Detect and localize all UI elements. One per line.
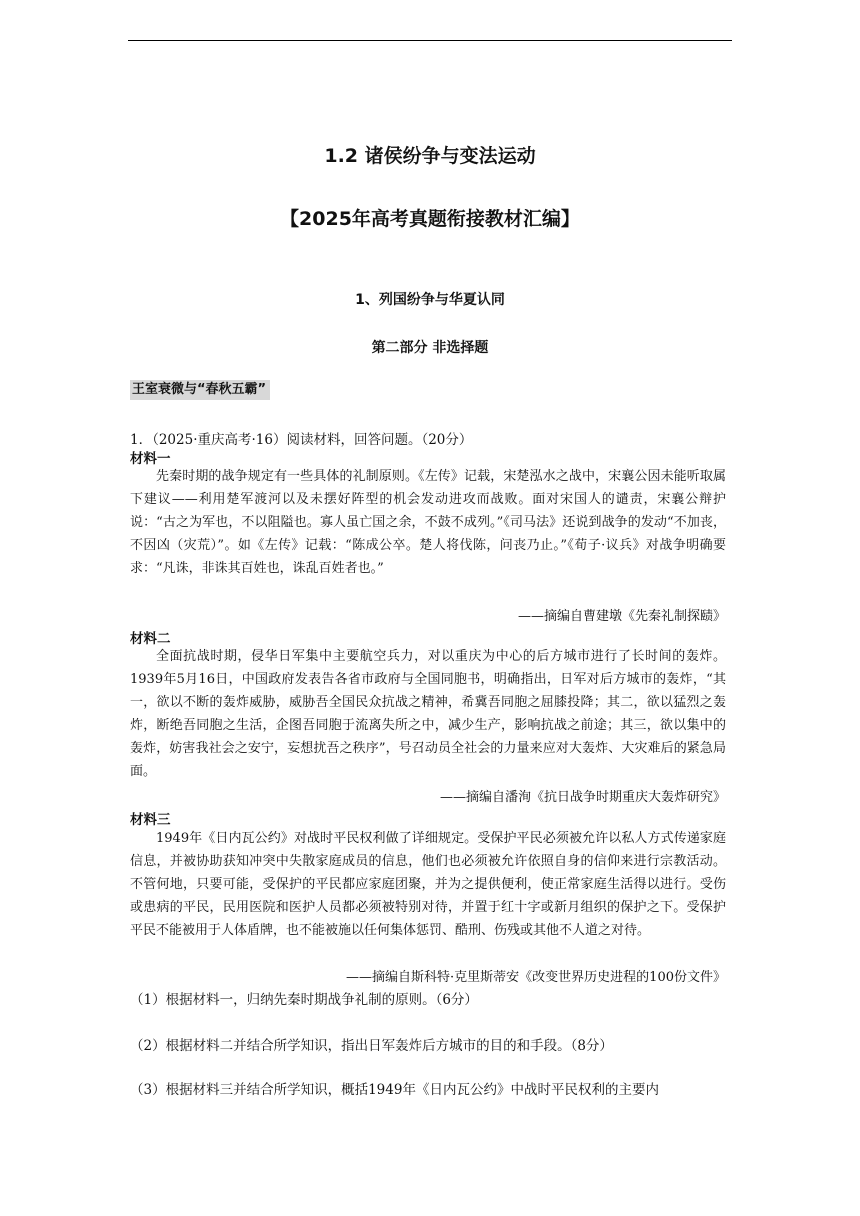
header-rule — [128, 40, 732, 41]
material-1-text: 先秦时期的战争规定有一些具体的礼制原则。《左传》记载，宋楚泓水之战中，宋襄公因未能听取属下建议——利用楚军渡河以及未摆好阵型的机会发动进攻而战败。面对宋国人的谴责，宋襄公辩护说：“古之为军也，不以阻隘也。寡人虽亡国之余，不鼓不成列。”《司马法》还说到战争的发动“不加丧，不因凶（灾荒）”。如《左传》记载：“陈成公卒。楚人将伐陈，问丧乃止。”《荀子·议兵》对战争明确要求：“凡诛，非诛其百姓也，诛乱百姓者也。” — [130, 469, 726, 576]
material-2-source: ——摘编自潘洵《抗日战争时期重庆大轰炸研究》 — [439, 790, 726, 805]
collection-title: 【2025年高考真题衔接教材汇编】 — [280, 208, 580, 230]
material-3-source: ——摘编自斯科特·克里斯蒂安《改变世界历史进程的100份文件》 — [346, 970, 726, 985]
part-title: 第二部分 非选择题 — [371, 340, 489, 356]
material-2-label: 材料二 — [130, 631, 171, 647]
section-tag: 王室衰微与“春秋五霸” — [130, 380, 270, 400]
sub-question-3: （3）根据材料三并结合所学知识，概括1949年《日内瓦公约》中战时平民权利的主要内 — [130, 1082, 659, 1098]
question-stem: 1．（2025·重庆高考·16）阅读材料，回答问题。（20分） — [130, 432, 473, 448]
material-1-source: ——摘编自曹建墩《先秦礼制探赜》 — [517, 609, 726, 624]
sub-question-2: （2）根据材料二并结合所学知识，指出日军轰炸后方城市的目的和手段。（8分） — [130, 1038, 613, 1054]
chapter-title: 1.2 诸侯纷争与变法运动 — [324, 145, 536, 167]
material-3-text: 1949年《日内瓦公约》对战时平民权利做了详细规定。受保护平民必须被允许以私人方式传递家庭信息，并被协助获知冲突中失散家庭成员的信息，他们也必须被允许依照自身的信仰来进行宗教活动。不管何地，只要可能，受保护的平民都应家庭团聚，并为之提供便利，使正常家庭生活得以进行。受伤或患病的平民，民用医院和医护人员都必须被特别对待，并置于红十字或新月组织的保护之下。受保护平民不能被用于人体盾牌，也不能被施以任何集体惩罚、酷刑、伤残或其他不人道之对待。 — [130, 831, 726, 938]
material-1-label: 材料一 — [130, 451, 171, 467]
material-2-text: 全面抗战时期，侵华日军集中主要航空兵力，对以重庆为中心的后方城市进行了长时间的轰炸。1939年5月16日，中国政府发表告各省市政府与全国同胞书，明确指出，日军对后方城市的轰炸，“其一，欲以不断的轰炸威胁，威胁吾全国民众抗战之精神，希冀吾同胞之屈膝投降；其二，欲以猛烈之轰炸，断绝吾同胞之生活，企图吾同胞于流离失所之中，减少生产，影响抗战之前途；其三，欲以集中的轰炸，妨害我社会之安宁，妄想扰吾之秩序”，号召动员全社会的力量来应对大轰炸、大灾难后的紧急局面。 — [130, 649, 726, 779]
sub-question-1: （1）根据材料一，归纳先秦时期战争礼制的原则。（6分） — [130, 992, 478, 1008]
topic-title: 1、列国纷争与华夏认同 — [355, 292, 505, 308]
material-3-label: 材料三 — [130, 812, 171, 828]
